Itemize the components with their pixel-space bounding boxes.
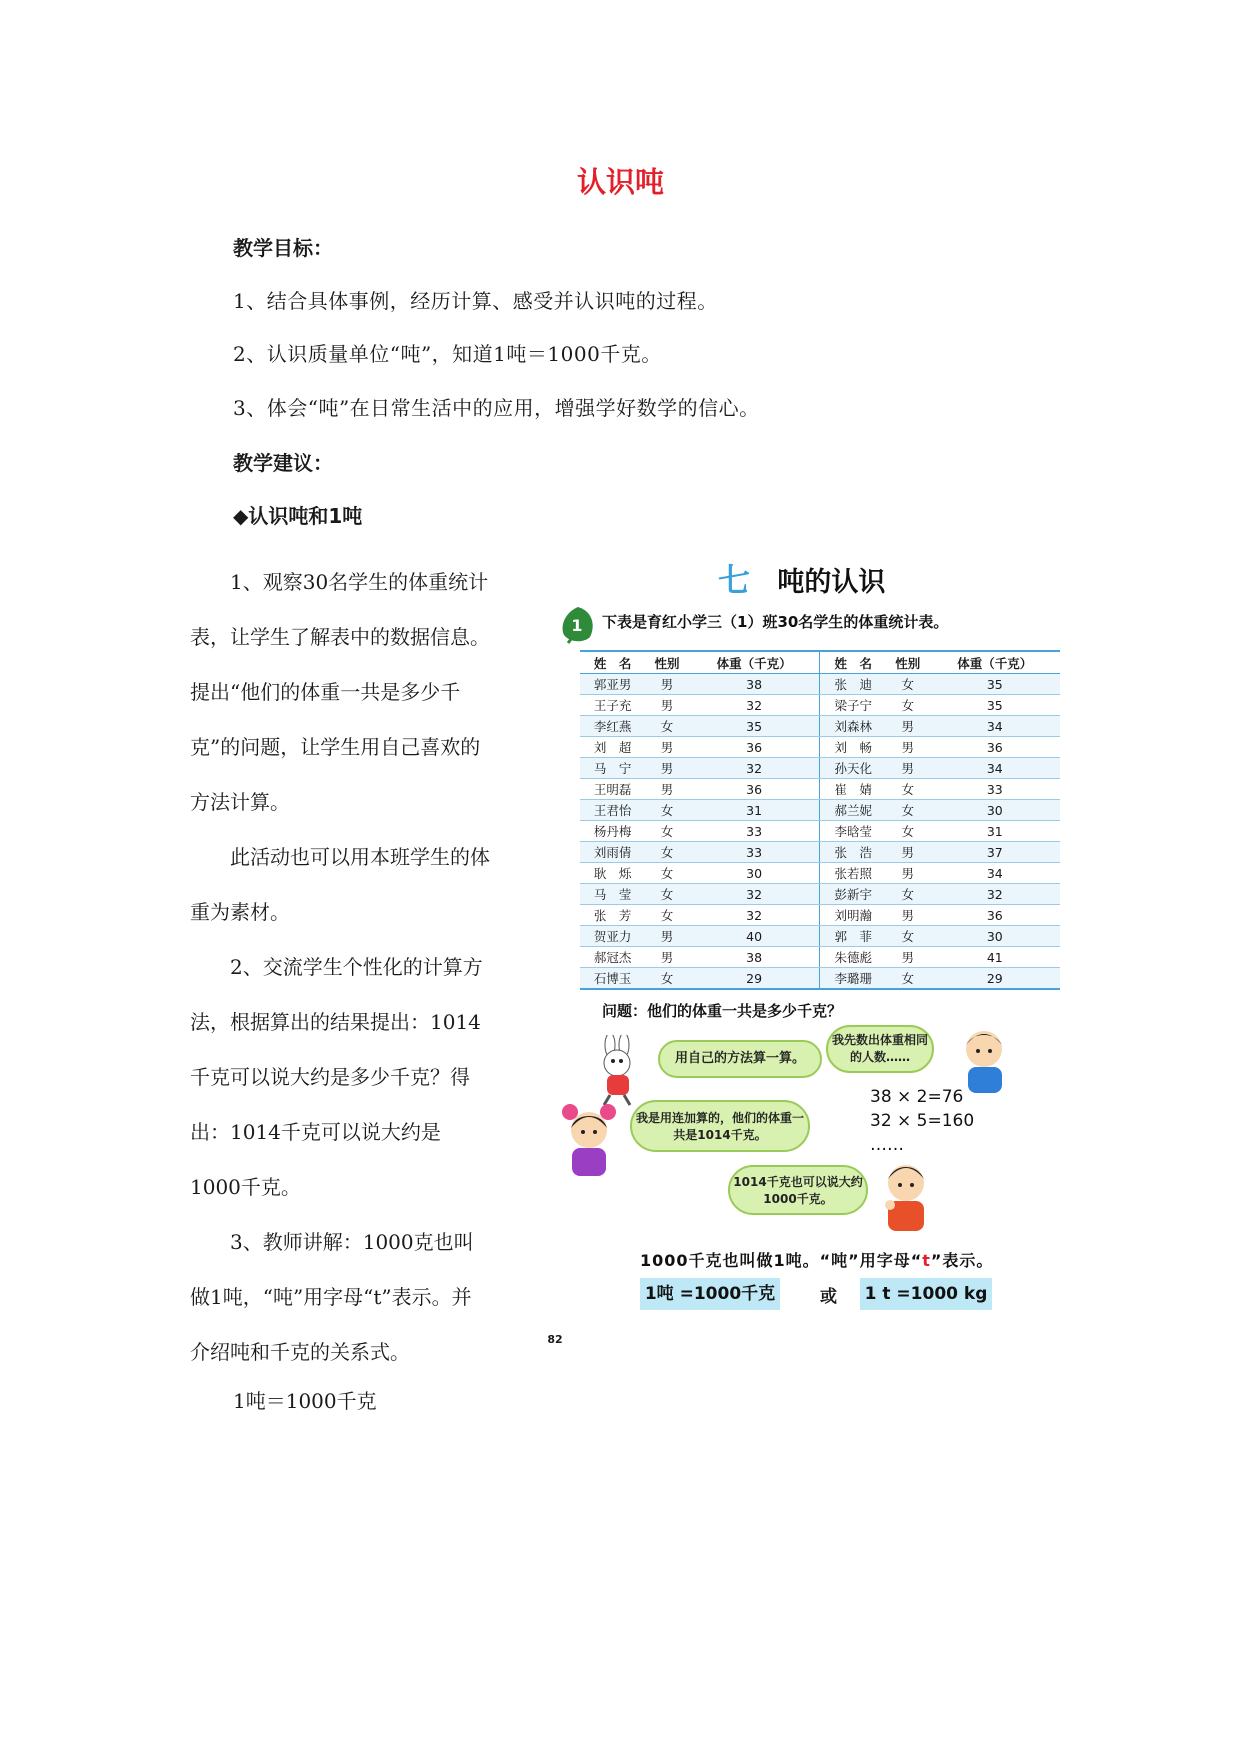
table-row: [580, 968, 1060, 990]
objectives-heading: 教学目标：: [233, 236, 333, 260]
gender-cell: 女: [645, 821, 688, 842]
ton-unit-box: 1 t =1000 kg: [860, 1278, 992, 1310]
weight-cell: 36: [930, 737, 1060, 758]
weight-cell: 34: [930, 758, 1060, 779]
gender-cell: 女: [645, 716, 688, 737]
suggestions-heading: 教学建议：: [233, 451, 333, 475]
weight-cell: 33: [930, 779, 1060, 800]
chapter-title: 吨的认识: [777, 567, 886, 598]
section-heading: ◆认识吨和1吨: [233, 504, 363, 528]
ton-definition-pre: 1000千克也叫做1吨。“吨”用字母“: [640, 1251, 923, 1270]
name-cell: 耿 烁: [580, 863, 645, 884]
speech-bubble-boy-2: 1014千克也可以说大约1000千克。: [728, 1165, 868, 1215]
weight-cell: 38: [689, 674, 820, 695]
name-cell: 刘 超: [580, 737, 645, 758]
weight-cell: 41: [930, 947, 1060, 968]
gender-cell: 女: [645, 863, 688, 884]
table-row: [580, 737, 1060, 758]
gender-cell: 男: [886, 758, 929, 779]
table-row: [580, 800, 1060, 821]
objective-2: 2、认识质量单位“吨”，知道1吨＝1000千克。: [233, 342, 662, 366]
name-cell: 张若照: [820, 863, 886, 884]
name-cell: 梁子宁: [820, 695, 886, 716]
final-equation: 1吨＝1000千克: [233, 1389, 377, 1413]
table-row: [580, 947, 1060, 968]
problem-number: 1: [571, 616, 583, 635]
paragraph-4: 3、教师讲解：1000克也叫做1吨，“吨”用字母“t”表示。并介绍吨和千克的关系式。: [190, 1230, 474, 1364]
gender-cell: 男: [645, 674, 688, 695]
paragraph-1: 1、观察30名学生的体重统计表，让学生了解表中的数据信息。提出“他们的体重一共是多少千克”的问题，让学生用自己喜欢的方法计算。: [190, 570, 490, 814]
weight-cell: 36: [689, 779, 820, 800]
header-name-1: 姓 名: [580, 651, 645, 674]
speech-bubble-rabbit: 用自己的方法算一算。: [658, 1040, 822, 1078]
name-cell: 杨丹梅: [580, 821, 645, 842]
textbook-excerpt: [558, 545, 1058, 1360]
header-name-2: 姓 名: [820, 651, 886, 674]
name-cell: 王明磊: [580, 779, 645, 800]
name-cell: 李璐珊: [820, 968, 886, 990]
name-cell: 刘雨倩: [580, 842, 645, 863]
header-weight-2: 体重（千克）: [930, 651, 1060, 674]
name-cell: 张 迪: [820, 674, 886, 695]
gender-cell: 男: [645, 779, 688, 800]
name-cell: 郭 菲: [820, 926, 886, 947]
gender-cell: 男: [645, 926, 688, 947]
name-cell: 李晗莹: [820, 821, 886, 842]
gender-cell: 女: [886, 800, 929, 821]
name-cell: 张 浩: [820, 842, 886, 863]
chapter-heading: [718, 555, 885, 601]
name-cell: 张 芳: [580, 905, 645, 926]
calc-line-2: 32 × 5=160: [870, 1111, 975, 1131]
name-cell: 崔 婧: [820, 779, 886, 800]
name-cell: 李红燕: [580, 716, 645, 737]
paragraph-2: 此活动也可以用本班学生的体重为素材。: [190, 845, 490, 924]
weight-cell: 32: [689, 905, 820, 926]
gender-cell: 女: [645, 842, 688, 863]
weight-cell: 38: [689, 947, 820, 968]
name-cell: 朱德彪: [820, 947, 886, 968]
table-row: [580, 842, 1060, 863]
name-cell: 孙天化: [820, 758, 886, 779]
speech-bubble-girl: 我是用连加算的，他们的体重一共是1014千克。: [630, 1100, 810, 1152]
gender-cell: 男: [886, 947, 929, 968]
weight-cell: 31: [689, 800, 820, 821]
header-gender-2: 性别: [886, 651, 929, 674]
weight-cell: 29: [689, 968, 820, 990]
gender-cell: 男: [645, 695, 688, 716]
ton-symbol: t: [922, 1251, 931, 1270]
girl-icon: [558, 1100, 620, 1180]
table-row: [580, 779, 1060, 800]
name-cell: 郭亚男: [580, 674, 645, 695]
objective-1: 1、结合具体事例，经历计算、感受并认识吨的过程。: [233, 289, 718, 313]
weight-table: [580, 650, 1060, 990]
weight-cell: 37: [930, 842, 1060, 863]
table-row: [580, 884, 1060, 905]
gender-cell: 女: [886, 821, 929, 842]
table-header-row: [580, 651, 1060, 674]
chapter-number: 七: [718, 561, 751, 599]
weight-cell: 30: [689, 863, 820, 884]
name-cell: 刘明瀚: [820, 905, 886, 926]
gender-cell: 女: [645, 905, 688, 926]
ton-equation-box: 1吨 =1000千克: [640, 1278, 780, 1310]
table-row: [580, 863, 1060, 884]
left-column: [190, 555, 490, 1380]
name-cell: 贺亚力: [580, 926, 645, 947]
calc-line-3: ……: [870, 1135, 904, 1155]
table-row: [580, 716, 1060, 737]
paragraph-3: 2、交流学生个性化的计算方法，根据算出的结果提出：1014千克可以说大约是多少千克？得出：1014千克可以说大约是1000千克。: [190, 955, 483, 1199]
name-cell: 马 宁: [580, 758, 645, 779]
table-row: [580, 758, 1060, 779]
weight-cell: 36: [689, 737, 820, 758]
ton-definition-post: ”表示。: [930, 1251, 994, 1270]
gender-cell: 女: [645, 800, 688, 821]
name-cell: 郝冠杰: [580, 947, 645, 968]
table-row: [580, 821, 1060, 842]
weight-cell: 30: [930, 926, 1060, 947]
name-cell: 刘 畅: [820, 737, 886, 758]
speech-bubble-boy: 我先数出体重相同的人数……: [826, 1025, 934, 1073]
weight-cell: 34: [930, 863, 1060, 884]
name-cell: 彭新宇: [820, 884, 886, 905]
weight-cell: 31: [930, 821, 1060, 842]
gender-cell: 男: [645, 737, 688, 758]
gender-cell: 女: [886, 674, 929, 695]
table-row: [580, 926, 1060, 947]
gender-cell: 男: [886, 716, 929, 737]
weight-cell: 32: [930, 884, 1060, 905]
objective-3: 3、体会“吨”在日常生活中的应用，增强学好数学的信心。: [233, 396, 760, 420]
name-cell: 王子充: [580, 695, 645, 716]
weight-cell: 35: [689, 716, 820, 737]
ton-definition: [640, 1248, 993, 1271]
gender-cell: 女: [886, 695, 929, 716]
weight-cell: 32: [689, 695, 820, 716]
gender-cell: 男: [645, 947, 688, 968]
gender-cell: 女: [886, 968, 929, 990]
name-cell: 郝兰妮: [820, 800, 886, 821]
weight-cell: 35: [930, 674, 1060, 695]
weight-cell: 30: [930, 800, 1060, 821]
calc-line-1: 38 × 2=76: [870, 1087, 964, 1107]
weight-cell: 33: [689, 842, 820, 863]
name-cell: 马 莹: [580, 884, 645, 905]
weight-cell: 34: [930, 716, 1060, 737]
header-weight-1: 体重（千克）: [689, 651, 820, 674]
table-intro: 下表是育红小学三（1）班30名学生的体重统计表。: [602, 613, 949, 631]
gender-cell: 男: [886, 863, 929, 884]
gender-cell: 女: [886, 884, 929, 905]
table-row: [580, 674, 1060, 695]
name-cell: 王君怡: [580, 800, 645, 821]
weight-cell: 35: [930, 695, 1060, 716]
gender-cell: 女: [886, 926, 929, 947]
gender-cell: 女: [886, 779, 929, 800]
weight-cell: 32: [689, 884, 820, 905]
or-word: 或: [820, 1287, 837, 1307]
calculation-lines: [870, 1085, 974, 1157]
weight-cell: 36: [930, 905, 1060, 926]
table-row: [580, 905, 1060, 926]
name-cell: 石博玉: [580, 968, 645, 990]
question-text: 问题：他们的体重一共是多少千克？: [602, 1002, 843, 1020]
weight-cell: 29: [930, 968, 1060, 990]
name-cell: 刘森林: [820, 716, 886, 737]
gender-cell: 女: [645, 884, 688, 905]
boy-thinking-icon: [876, 1155, 936, 1235]
header-gender-1: 性别: [645, 651, 688, 674]
gender-cell: 男: [886, 737, 929, 758]
gender-cell: 男: [886, 842, 929, 863]
gender-cell: 男: [886, 905, 929, 926]
page-number: 82: [547, 1333, 563, 1346]
weight-cell: 40: [689, 926, 820, 947]
gender-cell: 男: [645, 758, 688, 779]
gender-cell: 女: [645, 968, 688, 990]
rabbit-icon: [588, 1035, 648, 1107]
table-row: [580, 695, 1060, 716]
page-title: 认识吨: [576, 165, 664, 199]
weight-cell: 33: [689, 821, 820, 842]
weight-cell: 32: [689, 758, 820, 779]
leaf-number-icon: [558, 605, 598, 645]
